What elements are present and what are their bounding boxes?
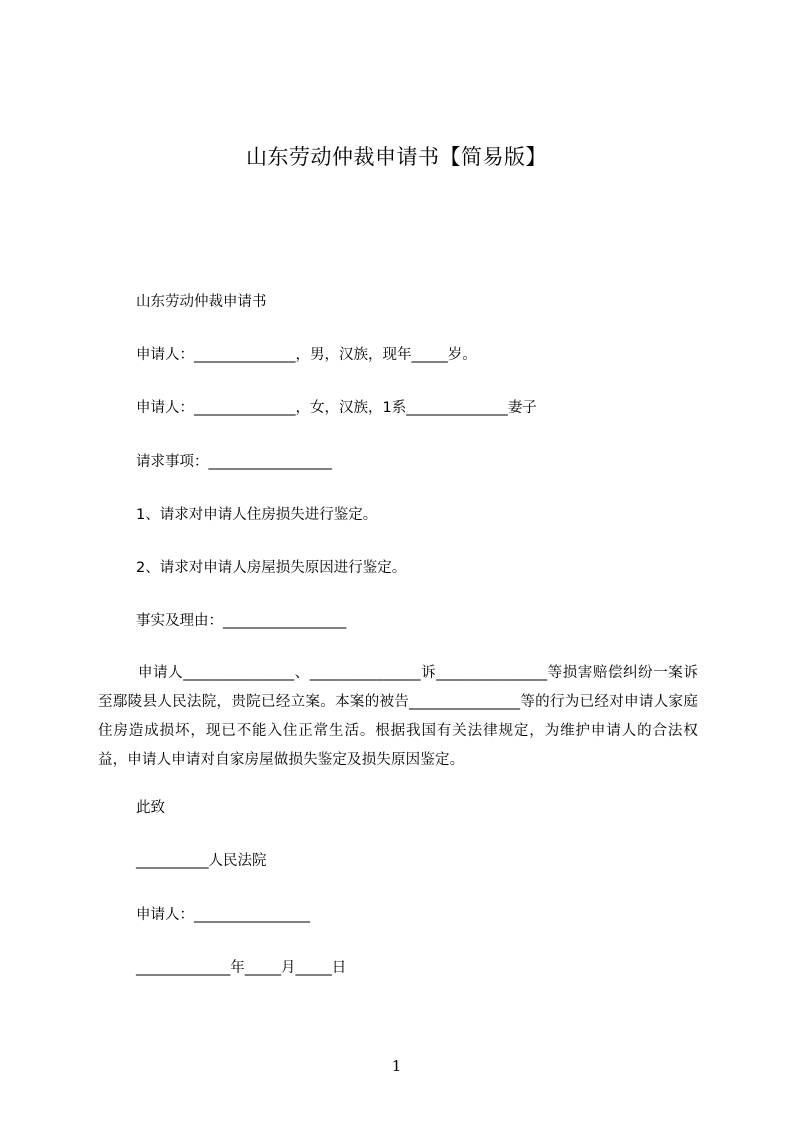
court-addressee: __________人民法院 [136, 853, 267, 869]
applicant-line-1: 申请人：______________，男，汉族，现年_____岁。 [136, 347, 477, 363]
document-title: 山东劳动仲裁申请书【简易版】 [246, 145, 547, 169]
page-number: 1 [391, 1057, 402, 1075]
facts-body-paragraph: 申请人_______________、_______________诉_______________等损害赔偿纠纷一案诉至鄢陵县人民法院，贵院已经立案。本案的被告_______________等的行为已经对申请人家庭住房造成损坏，现已不能入住正常生活。根据我国有关法律规定，为维护申请人的合法权益，申请人申请对自家房屋做损失鉴定及损失原因鉴定。 [98, 665, 698, 768]
facts-heading: 事实及理由：_________________ [136, 613, 347, 629]
date-line: _____________年_____月_____日 [136, 960, 347, 976]
applicant-line-2: 申请人：______________，女，汉族，1系______________妻子 [136, 400, 537, 416]
closing-salutation: 此致 [136, 800, 165, 816]
request-heading: 请求事项：_________________ [136, 454, 332, 470]
request-item-1: 1、请求对申请人住房损失进行鉴定。 [136, 507, 378, 523]
request-item-2: 2、请求对申请人房屋损失原因进行鉴定。 [136, 560, 407, 576]
document-subtitle: 山东劳动仲裁申请书 [136, 294, 267, 310]
signature-line: 申请人：________________ [136, 907, 310, 923]
